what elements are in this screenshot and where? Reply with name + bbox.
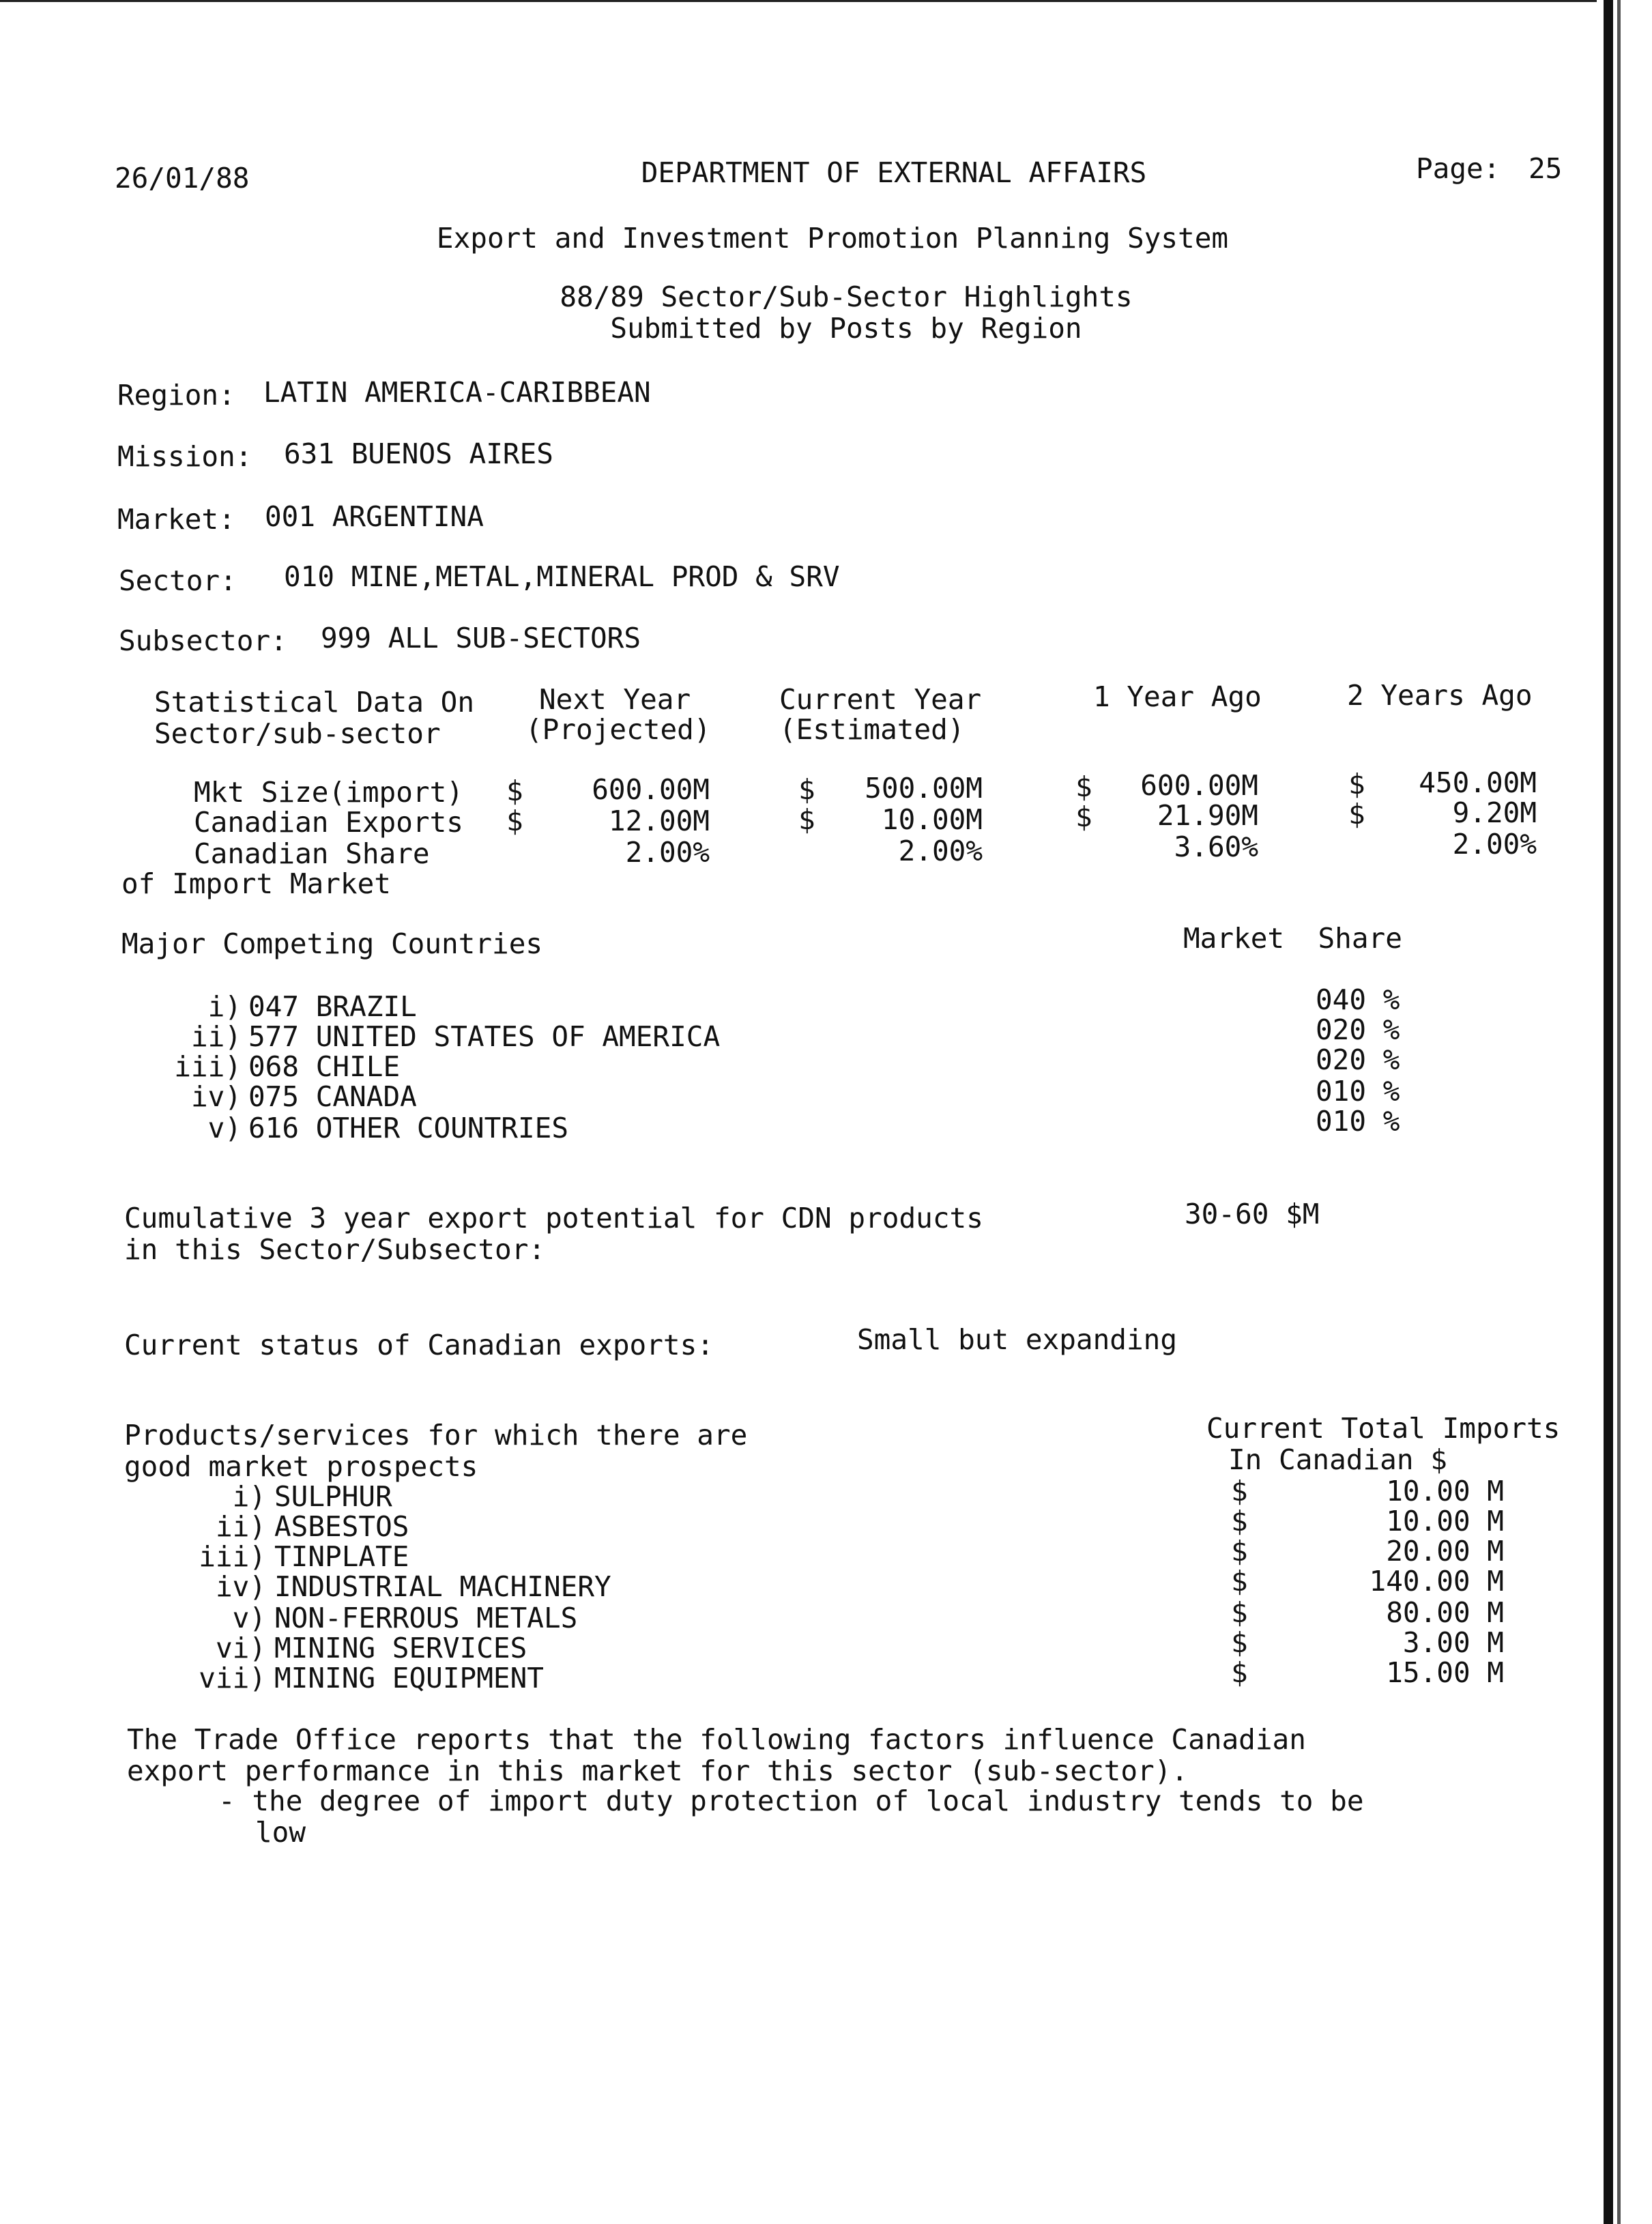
list-number: i) <box>232 1480 266 1513</box>
product-name: MINING EQUIPMENT <box>274 1662 544 1694</box>
list-number: ii) <box>215 1510 266 1543</box>
product-import-value: 10.00 M <box>1386 1505 1504 1537</box>
currency-symbol: $ <box>798 803 815 836</box>
factor-bullet-cont: low <box>255 1816 306 1849</box>
col-next-year: Next Year <box>539 683 691 716</box>
mission-label: Mission: <box>117 440 252 473</box>
region-value: LATIN AMERICA-CARIBBEAN <box>263 376 651 409</box>
competitor-share: 040 % <box>1316 983 1400 1016</box>
sector-label: Sector: <box>119 564 237 597</box>
potential-text-2: in this Sector/Subsector: <box>124 1233 546 1266</box>
stats-cell: 2.00% <box>625 836 710 869</box>
scan-right-edge <box>1604 0 1613 2224</box>
subsector-value: 999 ALL SUB-SECTORS <box>321 622 641 654</box>
sector-value: 010 MINE,METAL,MINERAL PROD & SRV <box>284 560 840 593</box>
products-heading-2: good market prospects <box>124 1450 478 1483</box>
list-number: ii) <box>190 1020 242 1053</box>
report-date: 26/01/88 <box>115 162 250 194</box>
market-label: Market: <box>117 503 235 536</box>
market-share-header: Market Share <box>1183 922 1402 955</box>
product-import-value: 140.00 M <box>1369 1565 1504 1598</box>
factors-text-2: export performance in this market for this sector (sub-sector). <box>127 1754 1189 1787</box>
factor-bullet: - the degree of import duty protection of local industry tends to be <box>218 1785 1364 1817</box>
mission-value: 631 BUENOS AIRES <box>284 437 553 470</box>
product-name: SULPHUR <box>274 1480 392 1513</box>
stats-share-suffix: of Import Market <box>121 867 391 900</box>
competitor-name: 047 BRAZIL <box>248 990 417 1023</box>
product-import-value: 3.00 M <box>1402 1626 1504 1659</box>
currency-symbol: $ <box>798 773 815 806</box>
market-value: 001 ARGENTINA <box>265 500 484 533</box>
currency-symbol: $ <box>1348 798 1365 831</box>
col-current-year: Current Year <box>779 683 982 716</box>
stats-cell: 12.00M <box>608 805 710 837</box>
list-number: iii) <box>174 1050 242 1083</box>
currency-symbol: $ <box>1075 800 1092 833</box>
list-number: v) <box>232 1602 266 1634</box>
potential-text: Cumulative 3 year export potential for CDN products <box>124 1202 983 1234</box>
stats-cell: 450.00M <box>1419 766 1537 799</box>
scan-right-edge-shadow <box>1617 0 1621 2224</box>
product-name: TINPLATE <box>274 1540 409 1573</box>
currency-symbol: $ <box>1231 1505 1248 1537</box>
stats-cell: 500.00M <box>865 772 983 805</box>
currency-symbol: $ <box>1075 770 1092 803</box>
currency-symbol: $ <box>506 805 523 837</box>
scan-top-edge <box>0 0 1597 2</box>
competitor-name: 068 CHILE <box>248 1050 401 1083</box>
list-number: vii) <box>199 1662 266 1694</box>
list-number: iv) <box>190 1080 242 1113</box>
stats-cell: 2.00% <box>1452 828 1537 861</box>
stats-cell: 3.60% <box>1174 831 1258 863</box>
stats-heading-2: Sector/sub-sector <box>154 717 441 750</box>
product-name: NON-FERROUS METALS <box>274 1602 578 1634</box>
stats-row-label: Canadian Share <box>194 837 430 870</box>
report-title: 88/89 Sector/Sub-Sector Highlights <box>560 280 1133 313</box>
product-import-value: 10.00 M <box>1386 1475 1504 1507</box>
imports-subheader: In Canadian $ <box>1228 1443 1447 1476</box>
department-title: DEPARTMENT OF EXTERNAL AFFAIRS <box>641 156 1147 189</box>
product-name: ASBESTOS <box>274 1510 409 1543</box>
col-next-year-sub: (Projected) <box>525 713 711 746</box>
stats-heading: Statistical Data On <box>154 686 474 719</box>
competitor-name: 075 CANADA <box>248 1080 417 1113</box>
product-import-value: 80.00 M <box>1386 1596 1504 1629</box>
subsector-label: Subsector: <box>119 624 287 657</box>
stats-cell: 600.00M <box>1140 769 1258 802</box>
competitor-share: 020 % <box>1316 1013 1400 1046</box>
col-1-year-ago: 1 Year Ago <box>1093 680 1262 713</box>
product-import-value: 20.00 M <box>1386 1535 1504 1568</box>
competitor-name: 577 UNITED STATES OF AMERICA <box>248 1020 721 1053</box>
currency-symbol: $ <box>1231 1656 1248 1689</box>
competitor-share: 010 % <box>1316 1075 1400 1108</box>
page-label: Page: <box>1416 152 1501 185</box>
competitors-title: Major Competing Countries <box>121 927 543 960</box>
product-name: INDUSTRIAL MACHINERY <box>274 1570 611 1603</box>
currency-symbol: $ <box>1231 1626 1248 1659</box>
list-number: i) <box>207 990 242 1023</box>
competitor-name: 616 OTHER COUNTRIES <box>248 1112 568 1144</box>
list-number: iv) <box>215 1570 266 1603</box>
list-number: v) <box>207 1112 242 1144</box>
currency-symbol: $ <box>1348 768 1365 800</box>
stats-row-label: Canadian Exports <box>194 806 463 839</box>
region-label: Region: <box>117 379 235 411</box>
system-title: Export and Investment Promotion Planning System <box>436 222 1229 255</box>
list-number: vi) <box>215 1632 266 1664</box>
potential-value: 30-60 $M <box>1185 1198 1320 1230</box>
report-subtitle: Submitted by Posts by Region <box>610 312 1082 345</box>
stats-cell: 2.00% <box>898 835 983 867</box>
imports-header: Current Total Imports <box>1206 1412 1561 1445</box>
list-number: iii) <box>199 1540 266 1573</box>
col-current-year-sub: (Estimated) <box>779 713 965 746</box>
currency-symbol: $ <box>1231 1565 1248 1598</box>
currency-symbol: $ <box>1231 1535 1248 1568</box>
status-value: Small but expanding <box>857 1323 1177 1356</box>
product-import-value: 15.00 M <box>1386 1656 1504 1689</box>
factors-text: The Trade Office reports that the following factors influence Canadian <box>127 1723 1306 1756</box>
page-number: 25 <box>1528 152 1563 185</box>
currency-symbol: $ <box>1231 1475 1248 1507</box>
products-heading: Products/services for which there are <box>124 1419 748 1452</box>
stats-cell: 10.00M <box>881 803 983 836</box>
col-2-years-ago: 2 Years Ago <box>1347 679 1533 712</box>
competitor-share: 010 % <box>1316 1105 1400 1138</box>
stats-row-label: Mkt Size(import) <box>194 776 463 809</box>
competitor-share: 020 % <box>1316 1043 1400 1076</box>
currency-symbol: $ <box>506 775 523 807</box>
stats-cell: 9.20M <box>1452 796 1537 829</box>
currency-symbol: $ <box>1231 1596 1248 1629</box>
product-name: MINING SERVICES <box>274 1632 527 1664</box>
stats-cell: 21.90M <box>1157 799 1258 832</box>
stats-cell: 600.00M <box>592 773 710 806</box>
status-label: Current status of Canadian exports: <box>124 1329 714 1361</box>
